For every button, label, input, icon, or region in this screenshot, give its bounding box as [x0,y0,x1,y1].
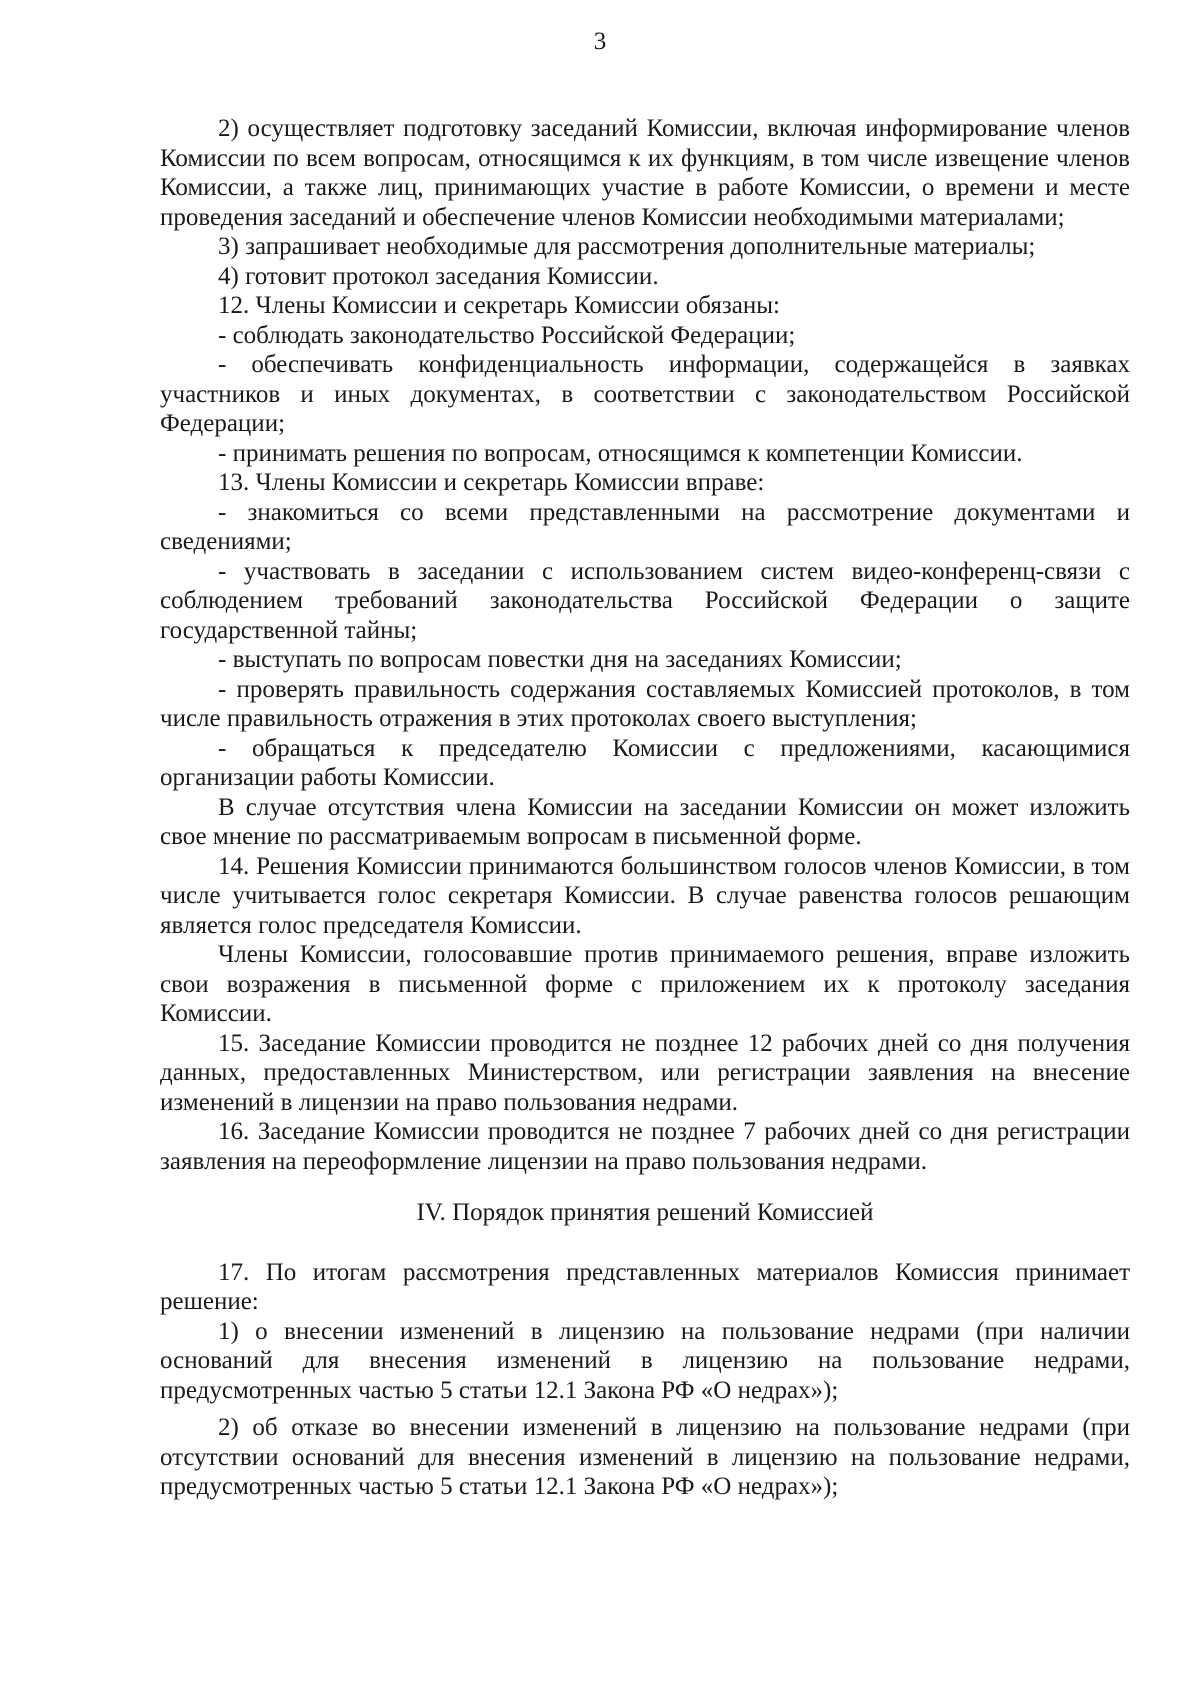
paragraph-clause-15: 15. Заседание Комиссии проводится не позднее 12 рабочих дней со дня получения данных, предоставленных Министерством, или регистрации заявления на внесение изменений в лицензии на право пользования недрами. [160,1029,1130,1116]
paragraph-clause-13: 13. Члены Комиссии и секретарь Комиссии вправе: [218,469,765,496]
paragraph-obligation-decisions: - принимать решения по вопросам, относящимся к компетенции Комиссии. [218,439,1023,467]
paragraph-right-speak: - выступать по вопросам повестки дня на заседаниях Комиссии; [218,646,902,673]
paragraph-right-video-conference: - участвовать в заседании с использованием систем видео-конференц-связи с соблюдением требований законодательства Российской Федерации о защите государственной тайны; [160,557,1130,644]
paragraph-dissent-objections: Члены Комиссии, голосовавшие против принимаемого решения, вправе изложить свои возражения в письменной форме с приложением их к протоколу заседания Комиссии. [160,941,1130,1027]
paragraph-obligation-law: - соблюдать законодательство Российской Федерации; [218,321,796,349]
paragraph-secretary-prepares-meetings: 2) осуществляет подготовку заседаний Комиссии, включая информирование членов Комиссии по всем вопросам, относящимся к их функциям, в том числе извещение членов Комиссии, а также лиц, принимающих участие в работе Комиссии, о времени и месте проведения заседаний и обеспечение членов Комиссии необходимыми материалами; [160,115,1130,231]
paragraph-secretary-requests-materials: 3) запрашивает необходимые для рассмотрения дополнительные материалы; [218,233,1036,260]
paragraph-decision-refuse: 2) об отказе во внесении изменений в лицензию на пользование недрами (при отсутствии оснований для внесения изменений в лицензию на пользование недрами, предусмотренных частью 5 статьи 12.1 Закона РФ «О недрах»); [160,1414,1130,1500]
section-heading: IV. Порядок принятия решений Комиссией [416,1199,874,1226]
paragraph-right-review-documents: - знакомиться со всеми представленными на рассмотрение документами и сведениями; [160,498,1130,555]
paragraph-decision-amend: 1) о внесении изменений в лицензию на пользование недрами (при наличии оснований для внесения изменений в лицензию на пользование недрами, предусмотренных частью 5 статьи 12.1 Закона РФ «О недрах»); [160,1317,1130,1404]
paragraph-clause-12: 12. Члены Комиссии и секретарь Комиссии обязаны: [218,292,780,319]
paragraph-clause-17: 17. По итогам рассмотрения представленных материалов Комиссия принимает решение: [160,1258,1130,1315]
paragraph-absence-opinion: В случае отсутствия члена Комиссии на заседании Комиссии он может изложить свое мнение по рассматриваемым вопросам в письменной форме. [160,793,1130,850]
paragraph-right-check-protocols: - проверять правильность содержания составляемых Комиссией протоколов, в том числе правильность отражения в этих протоколах своего выступления; [160,675,1130,732]
page-number: 3 [593,28,607,55]
paragraph-right-address-chairman: - обращаться к председателю Комиссии с предложениями, касающимися организации работы Комиссии. [160,734,1130,791]
paragraph-secretary-prepares-protocol: 4) готовит протокол заседания Комиссии. [218,262,659,290]
paragraph-clause-16: 16. Заседание Комиссии проводится не позднее 7 рабочих дней со дня регистрации заявления на переоформление лицензии на право пользования недрами. [160,1118,1130,1175]
paragraph-obligation-confidentiality: - обеспечивать конфиденциальность информации, содержащейся в заявках участников и иных документах, в соответствии с законодательством Российской Федерации; [160,351,1130,437]
document-body [160,114,1130,1502]
paragraph-clause-14: 14. Решения Комиссии принимаются большинством голосов членов Комиссии, в том числе учитывается голос секретаря Комиссии. В случае равенства голосов решающим является голос председателя Комиссии. [160,852,1130,939]
